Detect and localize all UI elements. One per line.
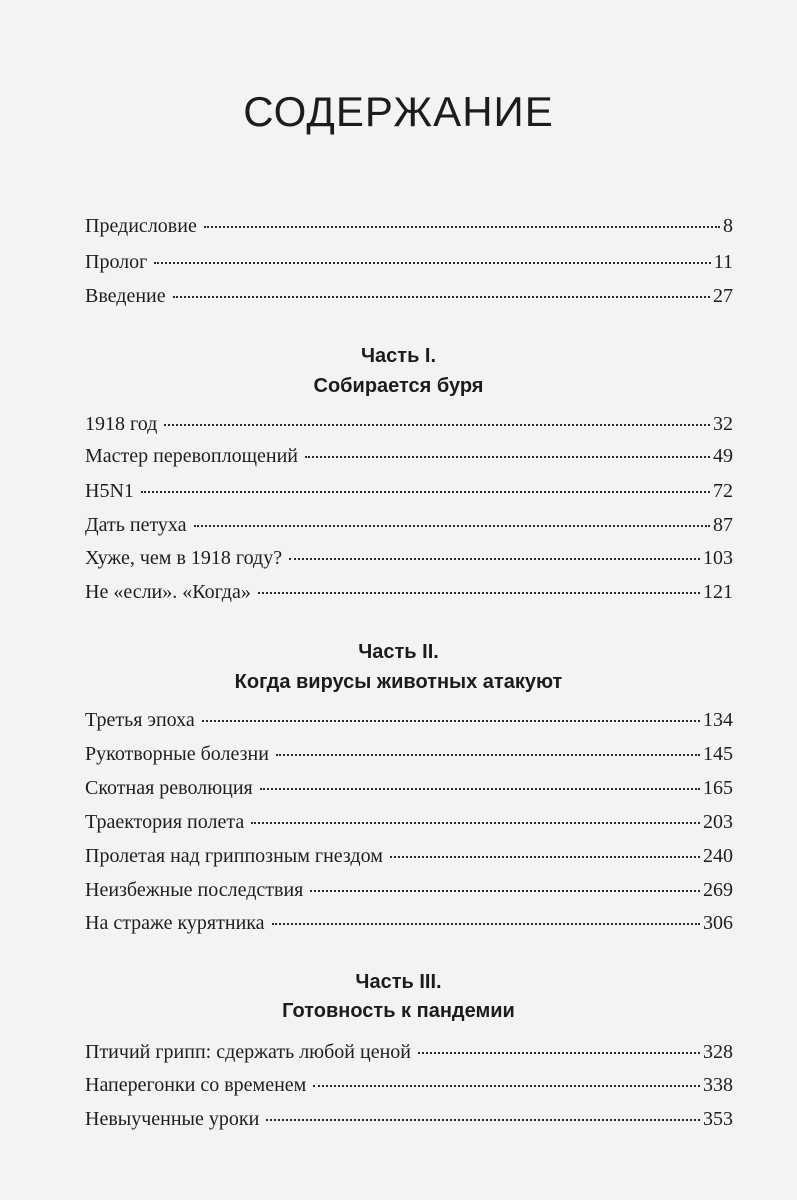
dot-leader bbox=[418, 1051, 700, 1054]
entry-page: 328 bbox=[703, 1041, 733, 1063]
toc-entry[interactable] bbox=[85, 546, 733, 570]
dot-leader bbox=[276, 753, 700, 756]
dot-leader bbox=[173, 295, 710, 298]
entry-title: Невыученные уроки bbox=[85, 1108, 260, 1130]
dot-leader bbox=[258, 591, 700, 594]
entry-page: 134 bbox=[703, 709, 733, 731]
dot-leader bbox=[390, 855, 700, 858]
toc-entry[interactable] bbox=[85, 1073, 733, 1097]
dot-leader bbox=[305, 455, 710, 458]
entry-title: Третья эпоха bbox=[85, 709, 195, 731]
entry-title: Птичий грипп: сдержать любой ценой bbox=[85, 1041, 411, 1063]
part-name: Когда вирусы животных атакуют bbox=[234, 671, 563, 693]
entry-page: 165 bbox=[703, 777, 733, 799]
entry-page: 49 bbox=[713, 445, 733, 467]
entry-title: Пролог bbox=[85, 251, 148, 273]
part-label: Часть I. bbox=[360, 345, 437, 367]
entry-page: 32 bbox=[713, 413, 733, 435]
entry-page: 203 bbox=[703, 811, 733, 833]
entry-title: Мастер перевоплощений bbox=[85, 445, 298, 467]
entry-page: 269 bbox=[703, 879, 733, 901]
toc-entry[interactable] bbox=[85, 1107, 733, 1131]
dot-leader bbox=[164, 423, 710, 426]
entry-title: H5N1 bbox=[85, 480, 134, 502]
entry-page: 27 bbox=[713, 285, 733, 307]
part-name: Готовность к пандемии bbox=[282, 1000, 515, 1022]
entry-title: Рукотворные болезни bbox=[85, 743, 269, 765]
dot-leader bbox=[272, 922, 700, 925]
entry-page: 306 bbox=[703, 912, 733, 934]
entry-title: Хуже, чем в 1918 году? bbox=[85, 547, 283, 569]
entry-title: Скотная революция bbox=[85, 777, 253, 799]
dot-leader bbox=[260, 787, 700, 790]
toc-entry[interactable] bbox=[85, 1040, 733, 1064]
dot-leader bbox=[289, 557, 700, 560]
entry-title: Введение bbox=[85, 285, 166, 307]
toc-entry[interactable] bbox=[85, 878, 733, 902]
part-name: Собирается буря bbox=[313, 375, 484, 397]
toc-entry[interactable] bbox=[85, 844, 733, 868]
toc-entry[interactable] bbox=[85, 911, 733, 935]
entry-page: 353 bbox=[703, 1108, 733, 1130]
dot-leader bbox=[313, 1084, 700, 1087]
entry-title: Дать петуха bbox=[85, 514, 187, 536]
dot-leader bbox=[266, 1118, 700, 1121]
toc-entry[interactable] bbox=[85, 776, 733, 800]
entry-title: Предисловие bbox=[85, 215, 197, 237]
dot-leader bbox=[154, 261, 710, 264]
entry-page: 338 bbox=[703, 1074, 733, 1096]
entry-page: 103 bbox=[703, 547, 733, 569]
entry-page: 72 bbox=[713, 480, 733, 502]
toc-entry[interactable] bbox=[85, 214, 733, 238]
entry-title: Не «если». «Когда» bbox=[85, 581, 251, 603]
entry-page: 8 bbox=[723, 215, 733, 237]
toc-entry[interactable] bbox=[85, 810, 733, 834]
entry-page: 121 bbox=[703, 581, 733, 603]
toc-entry[interactable] bbox=[85, 250, 733, 274]
entry-title: Неизбежные последствия bbox=[85, 879, 304, 901]
entry-title: 1918 год bbox=[85, 413, 158, 435]
entry-page: 240 bbox=[703, 845, 733, 867]
toc-entry[interactable] bbox=[85, 479, 733, 503]
dot-leader bbox=[251, 821, 700, 824]
toc-entry[interactable] bbox=[85, 513, 733, 537]
toc-entry[interactable] bbox=[85, 580, 733, 604]
toc-entry[interactable] bbox=[85, 708, 733, 732]
entry-title: Пролетая над гриппозным гнездом bbox=[85, 845, 383, 867]
entry-page: 87 bbox=[713, 514, 733, 536]
dot-leader bbox=[194, 524, 710, 527]
page-title: СОДЕРЖАНИЕ bbox=[243, 88, 554, 135]
entry-title: Траектория полета bbox=[85, 811, 245, 833]
entry-page: 11 bbox=[713, 251, 733, 273]
toc-entry[interactable] bbox=[85, 444, 733, 468]
part-label: Часть III. bbox=[355, 971, 442, 993]
part-label: Часть II. bbox=[358, 641, 439, 663]
entry-page: 145 bbox=[703, 743, 733, 765]
dot-leader bbox=[204, 225, 720, 228]
toc-entry[interactable] bbox=[85, 742, 733, 766]
entry-title: Наперегонки со временем bbox=[85, 1074, 307, 1096]
dot-leader bbox=[141, 490, 710, 493]
toc-entry[interactable] bbox=[85, 412, 733, 436]
dot-leader bbox=[202, 719, 700, 722]
entry-title: На страже курятника bbox=[85, 912, 265, 934]
dot-leader bbox=[310, 889, 700, 892]
toc-entry[interactable] bbox=[85, 284, 733, 308]
